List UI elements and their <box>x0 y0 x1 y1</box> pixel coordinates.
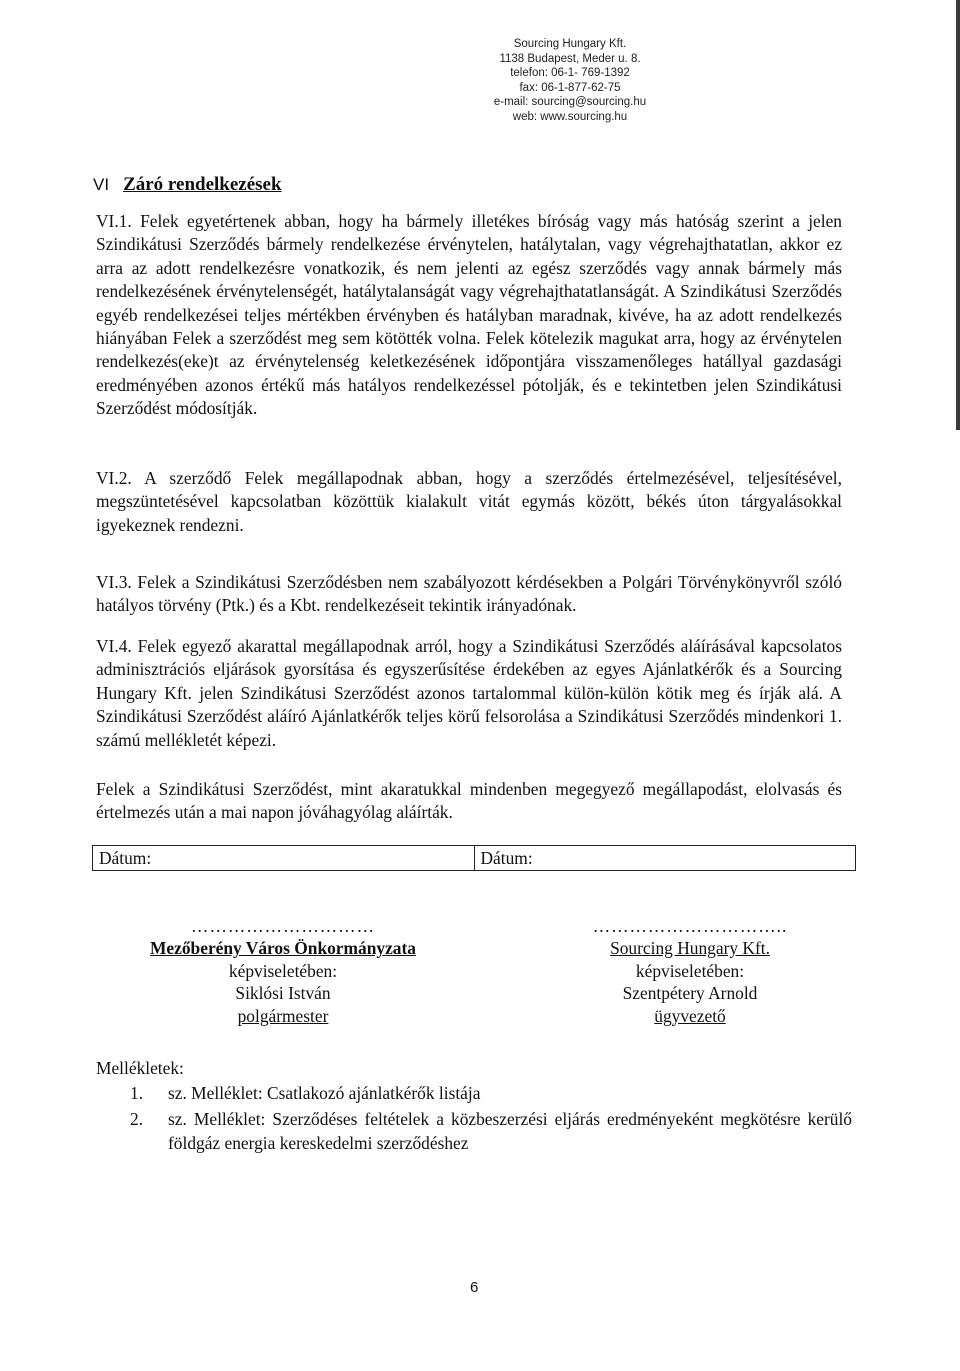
signature-block-right <box>560 917 820 1027</box>
signatory-org-left: Mezőberény Város Önkormányzata <box>150 938 416 958</box>
date-table <box>92 845 856 871</box>
section-heading <box>93 174 282 196</box>
annex-number: 2. <box>130 1109 144 1130</box>
annex-text: sz. Melléklet: Csatlakozó ajánlatkérők listája <box>168 1083 481 1103</box>
closing-paragraph: Felek a Szindikátusi Szerződést, mint akaratukkal mindenben megegyező megállapodást, elolvasás és értelmezés után a mai napon jóváhagyólag aláírták. <box>96 779 842 823</box>
date-label-right: Dátum: <box>474 846 856 870</box>
signatory-person-left: Siklósi István <box>235 983 331 1003</box>
annex-item <box>96 1108 852 1155</box>
annexes-list <box>96 1082 852 1158</box>
signatory-role-left: képviseletében: <box>228 960 338 981</box>
company-email: e-mail: sourcing@sourcing.hu <box>493 96 647 109</box>
paragraph-vi-4: VI.4. Felek egyező akarattal megállapodnak arról, hogy a Szindikátusi Szerződés aláírásával kapcsolatos adminisztrációs eljárások gyorsítása és egyszerűsítése érdekében az egyes Ajánlatkérők és a Sourcing Hungary Kft. jelen Szindikátusi Szerződést azonos tartalommal külön-külön kötik meg és írják alá. A Szindikátusi Szerződést aláíró Ajánlatkérők teljes körű felsorolása a Szindikátusi Szerződés mindenkori 1. számú mellékletét képezi. <box>96 636 842 750</box>
company-web: web: www.sourcing.hu <box>512 110 628 123</box>
signatory-title-left: polgármester <box>237 1005 329 1026</box>
signatory-org-right: Sourcing Hungary Kft. <box>610 938 770 958</box>
paragraph-vi-2: VI.2. A szerződő Felek megállapodnak abban, hogy a szerződés értelmezésével, teljesítésével, megszüntetésével kapcsolatban közöttük kialakult vitát egymás között, békés úton tárgyalásokkal igyekeznek rendezni. <box>96 468 842 535</box>
scan-edge-mark <box>956 0 960 430</box>
section-number: VI <box>93 175 110 194</box>
date-label-left: Dátum: <box>99 848 152 868</box>
annex-item <box>96 1082 852 1105</box>
company-phone: telefon: 06-1- 769-1392 <box>510 67 630 80</box>
annexes-title: Mellékletek: <box>96 1058 184 1078</box>
signatory-title-right: ügyvezető <box>654 1005 726 1026</box>
signature-line-right: ………………………….. <box>592 916 788 936</box>
paragraph-vi-1: VI.1. Felek egyetértenek abban, hogy ha bármely illetékes bíróság vagy más hatóság szerint a jelen Szindikátusi Szerződés bármely rendelkezése érvénytelen, hatálytalan, vagy végrehajthatatlan, akkor ez arra az adott rendelkezésre vonatkozik, és nem jelenti az egész szerződés vagy annak bármely más rendelkezésének érvénytelenségét, hatálytalanságát vagy végrehajthatatlanságát. A Szindikátusi Szerződés egyéb rendelkezései teljes mértékben érvényben és hatályban maradnak, kivéve, ha az adott rendelkezés hiányában Felek a szerződést meg sem kötötték volna. Felek kötelezik magukat arra, hogy az érvénytelen rendelkezés(eke)t az érvénytelenség keletkezésének időpontjára visszamenőleges hatállyal gazdasági eredményében azonos értékű más hatályos rendelkezéssel pótolják, és e tekintetben jelen Szindikátusi Szerződést módosítják. <box>96 211 842 419</box>
signatory-person-right: Szentpétery Arnold <box>622 983 758 1003</box>
annex-number: 1. <box>130 1083 144 1103</box>
signature-line-left: ………………………… <box>191 916 375 936</box>
signatory-role-right: képviseletében: <box>635 960 745 981</box>
letterhead <box>470 37 670 125</box>
company-address: 1138 Budapest, Meder u. 8. <box>499 52 641 65</box>
section-title: Záró rendelkezések <box>123 174 282 195</box>
company-fax: fax: 06-1-877-62-75 <box>519 81 621 94</box>
signature-block-left <box>118 917 448 1027</box>
company-name: Sourcing Hungary Kft. <box>513 38 627 50</box>
page-number: 6 <box>470 1279 479 1296</box>
paragraph-vi-3: VI.3. Felek a Szindikátusi Szerződésben nem szabályozott kérdésekben a Polgári Törvénykönyvről szóló hatályos törvény (Ptk.) és a Kbt. rendelkezéseit tekintik irányadónak. <box>96 572 842 616</box>
annex-text: sz. Melléklet: Szerződéses feltételek a közbeszerzési eljárás eredményeként megkötésre kerülő földgáz energia kereskedelmi szerződéshez <box>168 1109 852 1153</box>
